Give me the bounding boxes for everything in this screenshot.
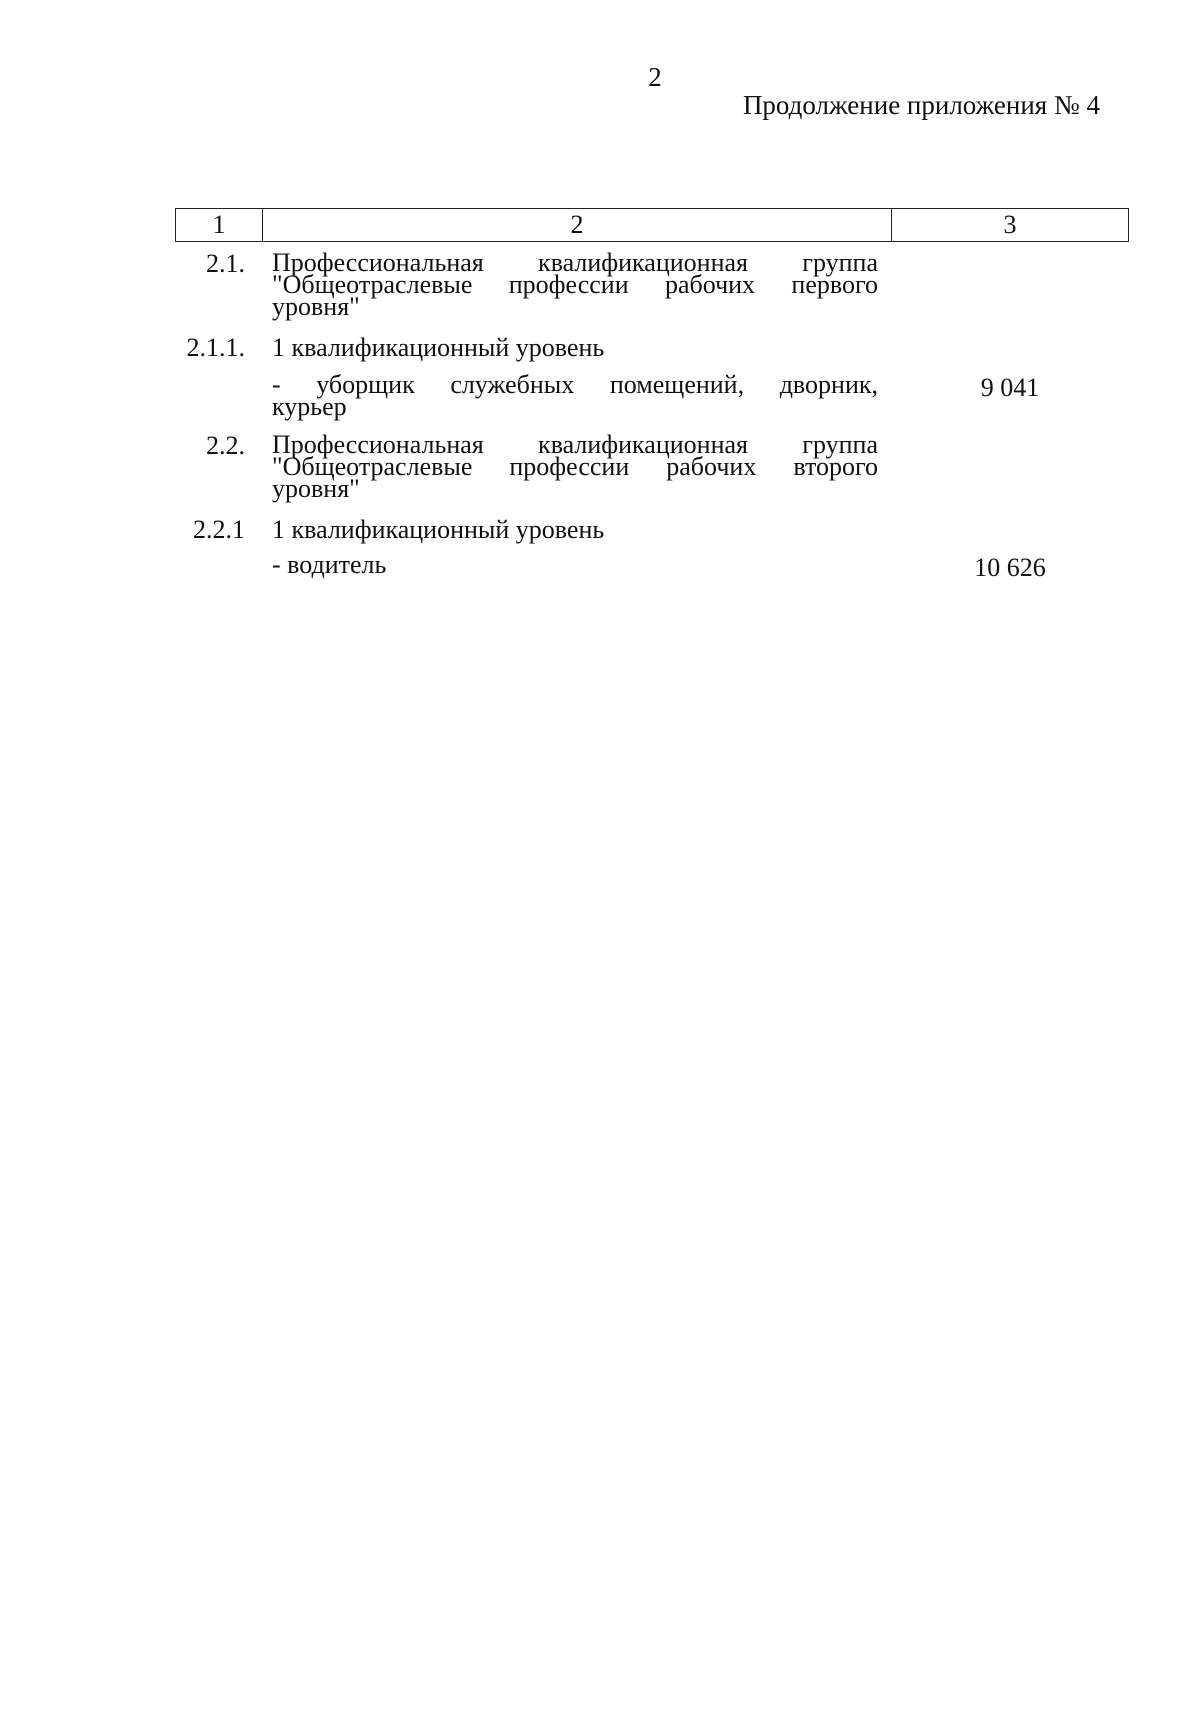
- header-cell-1: 1: [176, 209, 263, 241]
- row-text-line: "Общеотраслевые профессии рабочих второго: [272, 452, 878, 481]
- appendix-caption: Продолжение приложения № 4: [742, 90, 1100, 120]
- row-text: 1 квалификационный уровень: [272, 333, 605, 362]
- row-text: [272, 370, 878, 421]
- header-cell-2: 2: [263, 209, 892, 241]
- row-text-line: курьер: [272, 392, 347, 421]
- row-text-line: Профессиональная квалификационная группа: [272, 430, 878, 459]
- row-number: 2.2.: [206, 431, 245, 460]
- row-text-line: уровня": [272, 474, 360, 503]
- page-number: 2: [648, 62, 662, 92]
- header-cell-3: 3: [1003, 210, 1017, 239]
- row-number: 2.2.1: [193, 515, 245, 544]
- row-text: - водитель: [272, 550, 387, 579]
- row-number: 2.1.1.: [186, 333, 245, 362]
- row-text: [272, 430, 878, 503]
- row-text: [272, 248, 878, 321]
- row-number: 2.1.: [206, 249, 245, 278]
- row-text-line: - уборщик служебных помещений, дворник,: [272, 370, 878, 399]
- row-text-line: Профессиональная квалификационная группа: [272, 248, 878, 277]
- row-text-line: уровня": [272, 292, 360, 321]
- table-header: [175, 208, 1129, 242]
- row-value: 10 626: [974, 553, 1046, 582]
- row-text: 1 квалификационный уровень: [272, 515, 605, 544]
- row-value: 9 041: [980, 373, 1040, 402]
- row-text-line: "Общеотраслевые профессии рабочих первого: [272, 270, 878, 299]
